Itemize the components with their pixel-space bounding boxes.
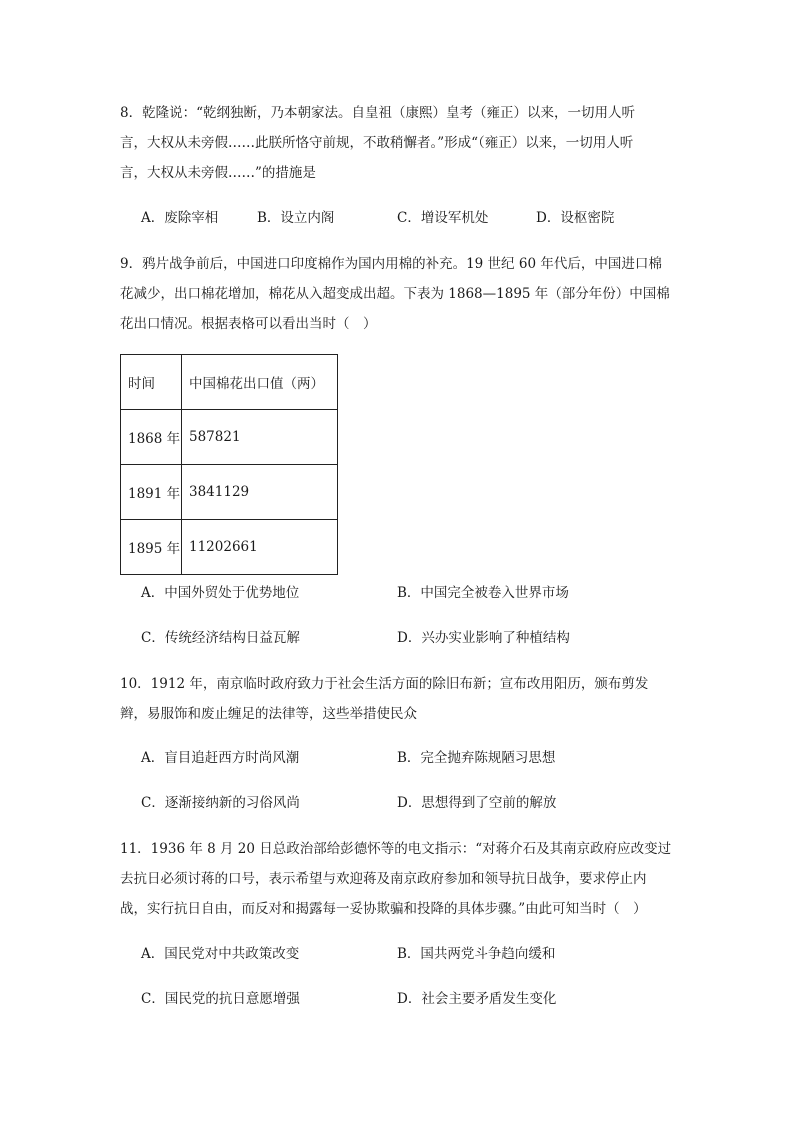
q10-option-a: A．盲目追赶西方时尚风潮: [141, 750, 300, 766]
q10-stem-line-2: 辫，易服饰和废止缠足的法律等，这些举措使民众: [120, 706, 417, 722]
q9-option-c: C．传统经济结构日益瓦解: [141, 630, 300, 646]
q8-stem-line-2: 言，大权从未旁假……此朕所恪守前规，不敢稍懈者。”形成“（雍正）以来，一切用人听: [120, 135, 634, 151]
q11-stem-line-1: 11．1936 年 8 月 20 日总政治部给彭德怀等的电文指示：“对蒋介石及其南京政府应改变过: [120, 841, 672, 857]
q10-option-c: C．逐渐接纳新的习俗风尚: [141, 795, 300, 811]
q9-stem-line-2: 花减少，出口棉花增加，棉花从入超变成出超。下表为 1868—1895 年（部分年份）中国棉: [120, 286, 670, 302]
q9-option-a: A．中国外贸处于优势地位: [141, 585, 300, 601]
table-header-year: 时间: [121, 355, 182, 410]
table-cell-value: 11202661: [182, 520, 338, 575]
table-cell-year: 1895 年: [121, 520, 182, 575]
q9-stem-line-3: 花出口情况。根据表格可以看出当时（ ）: [120, 316, 377, 332]
q8-stem-line-1: 8．乾隆说：“乾纲独断，乃本朝家法。自皇祖（康熙）皇考（雍正）以来，一切用人听: [120, 105, 635, 121]
table-row: [121, 410, 338, 465]
table-cell-value: 587821: [182, 410, 338, 465]
q8-option-a: A．废除宰相: [141, 210, 219, 226]
table-header-row: [121, 355, 338, 410]
q8-option-b: B．设立内阁: [257, 210, 335, 226]
q10-option-d: D．思想得到了空前的解放: [397, 795, 557, 811]
table-row: [121, 465, 338, 520]
q11-option-c: C．国民党的抗日意愿增强: [141, 991, 300, 1007]
q11-option-b: B．国共两党斗争趋向缓和: [397, 946, 556, 962]
table-cell-value: 3841129: [182, 465, 338, 520]
q8-option-d: D．设枢密院: [536, 210, 615, 226]
q11-option-d: D．社会主要矛盾发生变化: [397, 991, 557, 1007]
q11-stem-line-2: 去抗日必须讨蒋的口号，表示希望与欢迎蒋及南京政府参加和领导抗日战争，要求停止内: [120, 871, 647, 887]
q8-option-c: C．增设军机处: [397, 210, 489, 226]
q10-option-b: B．完全抛弃陈规陋习思想: [397, 750, 556, 766]
q8-stem-line-3: 言，大权从未旁假……”的措施是: [120, 165, 316, 181]
q10-stem-line-1: 10．1912 年，南京临时政府致力于社会生活方面的除旧布新；宣布改用阳历，颁布剪发: [120, 676, 649, 692]
table-row: [121, 520, 338, 575]
q9-stem-line-1: 9．鸦片战争前后，中国进口印度棉作为国内用棉的补充。19 世纪 60 年代后，中国进口棉: [120, 256, 662, 272]
q11-stem-line-3: 战，实行抗日自由，而反对和揭露每一妥协欺骗和投降的具体步骤。”由此可知当时（ ）: [120, 901, 647, 917]
table-cell-year: 1868 年: [121, 410, 182, 465]
q9-option-d: D．兴办实业影响了种植结构: [397, 630, 570, 646]
cotton-export-table: [120, 354, 338, 575]
table-cell-year: 1891 年: [121, 465, 182, 520]
table-header-value: 中国棉花出口值（两）: [182, 355, 338, 410]
q11-option-a: A．国民党对中共政策改变: [141, 946, 300, 962]
q9-option-b: B．中国完全被卷入世界市场: [397, 585, 569, 601]
